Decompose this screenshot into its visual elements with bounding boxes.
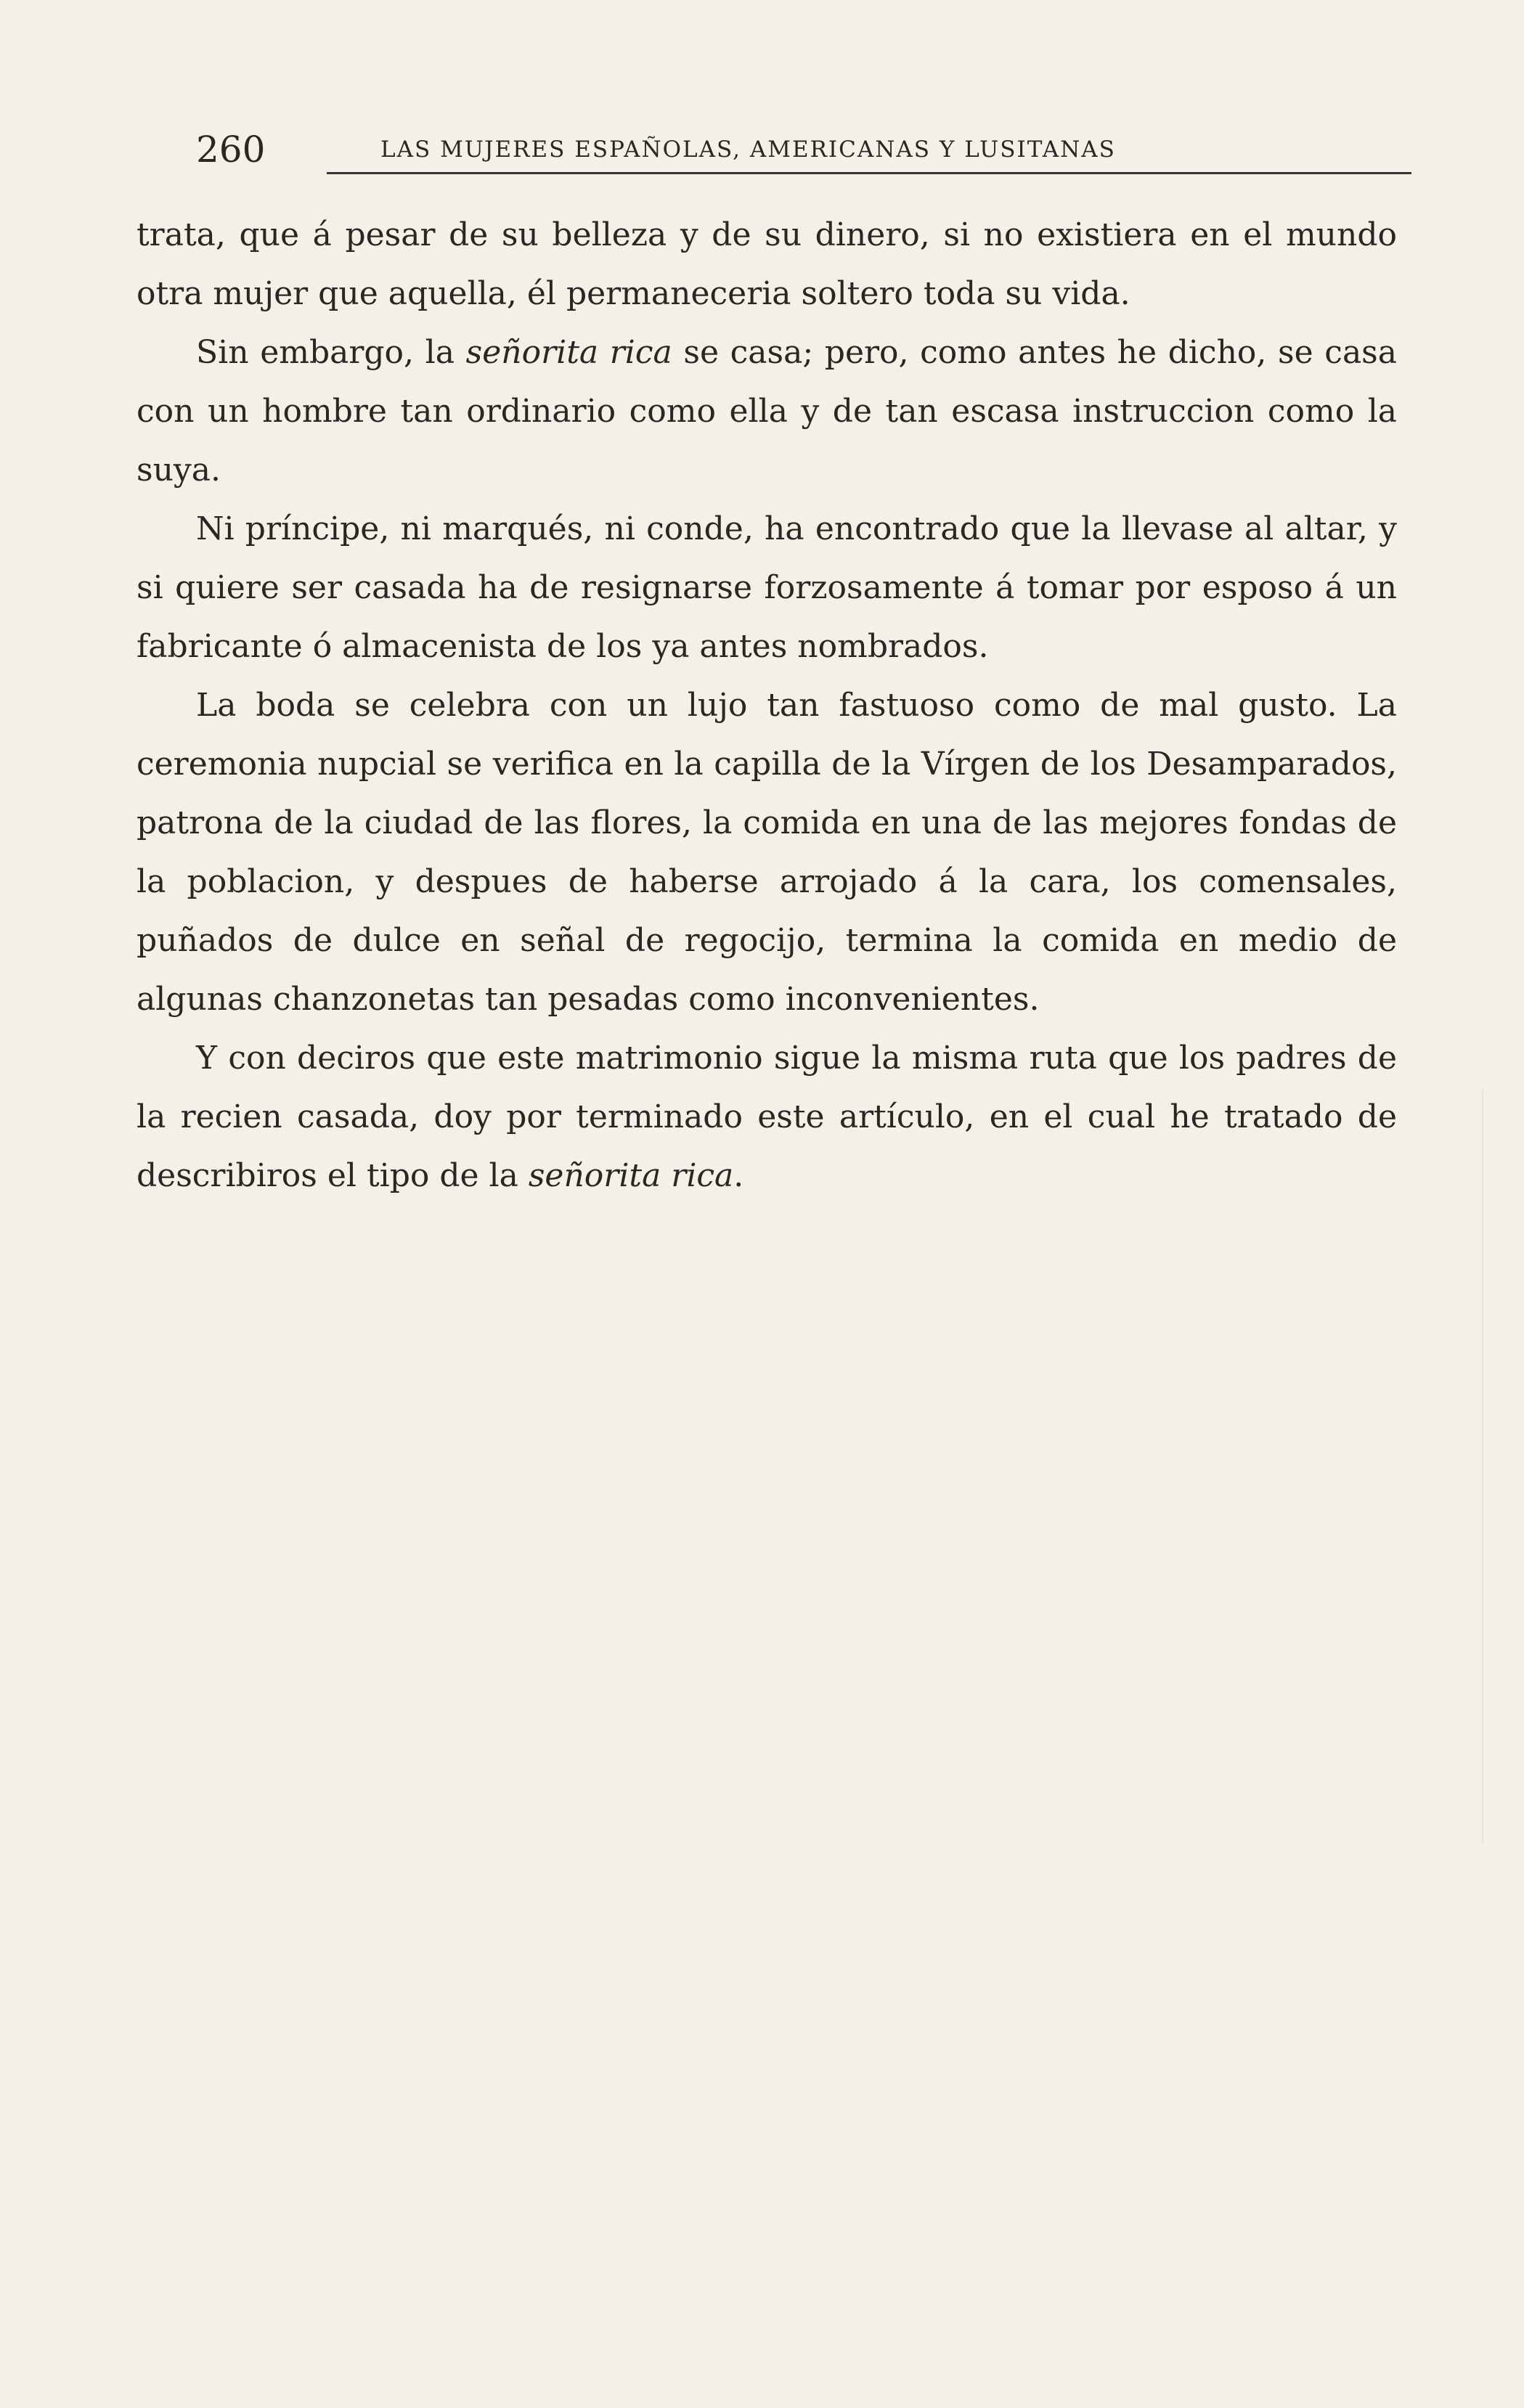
page-header bbox=[196, 128, 1220, 171]
paragraph-text-after-italic: se casa; pero, como antes he dicho, se casa con un hombre tan ordinario como ella y de tan escasa instruccion como la suya. bbox=[136, 334, 1397, 489]
paragraph-text-before-italic: Sin embargo, la bbox=[196, 334, 466, 371]
paragraph-text: Ni príncipe, ni marqués, ni conde, ha encontrado que la llevase al altar, y si quiere ser casada ha de resignarse forzosamente á tomar por esposo á un fabricante ó almacenista de los ya antes nombrados. bbox=[136, 510, 1397, 665]
article-text bbox=[136, 205, 1397, 1205]
paragraph-text: trata, que á pesar de su belleza y de su dinero, si no existiera en el mundo otra mujer que aquella, él permaneceria soltero toda su vida. bbox=[136, 216, 1397, 312]
paragraph bbox=[136, 676, 1397, 1029]
italic-phrase: señorita rica bbox=[465, 334, 672, 371]
paragraph bbox=[136, 499, 1397, 676]
running-title: LAS MUJERES ESPAÑOLAS, AMERICANAS Y LUSITANAS bbox=[380, 136, 1116, 163]
italic-phrase: señorita rica bbox=[528, 1157, 734, 1194]
paragraph bbox=[136, 323, 1397, 499]
paragraph-text-before-italic: Y con deciros que este matrimonio sigue la misma ruta que los padres de la recien casada, doy por terminado este artículo, en el cual he tratado de describiros el tipo de la bbox=[136, 1040, 1397, 1194]
paragraph-continued bbox=[136, 205, 1397, 323]
page-number: 260 bbox=[196, 128, 266, 171]
paragraph bbox=[136, 1029, 1397, 1205]
paragraph-text: La boda se celebra con un lujo tan fastuoso como de mal gusto. La ceremonia nupcial se verifica en la capilla de la Vírgen de los Desamparados, patrona de la ciudad de las flores, la comida en una de las mejores fondas de la poblacion, y despues de haberse arrojado á la cara, los comensales, puñados de dulce en señal de regocijo, termina la comida en medio de algunas chanzonetas tan pesadas como inconvenientes. bbox=[136, 687, 1397, 1018]
header-rule bbox=[327, 172, 1411, 174]
paragraph-text-after-italic: . bbox=[733, 1157, 744, 1194]
scan-edge-mark bbox=[1482, 1089, 1483, 1844]
